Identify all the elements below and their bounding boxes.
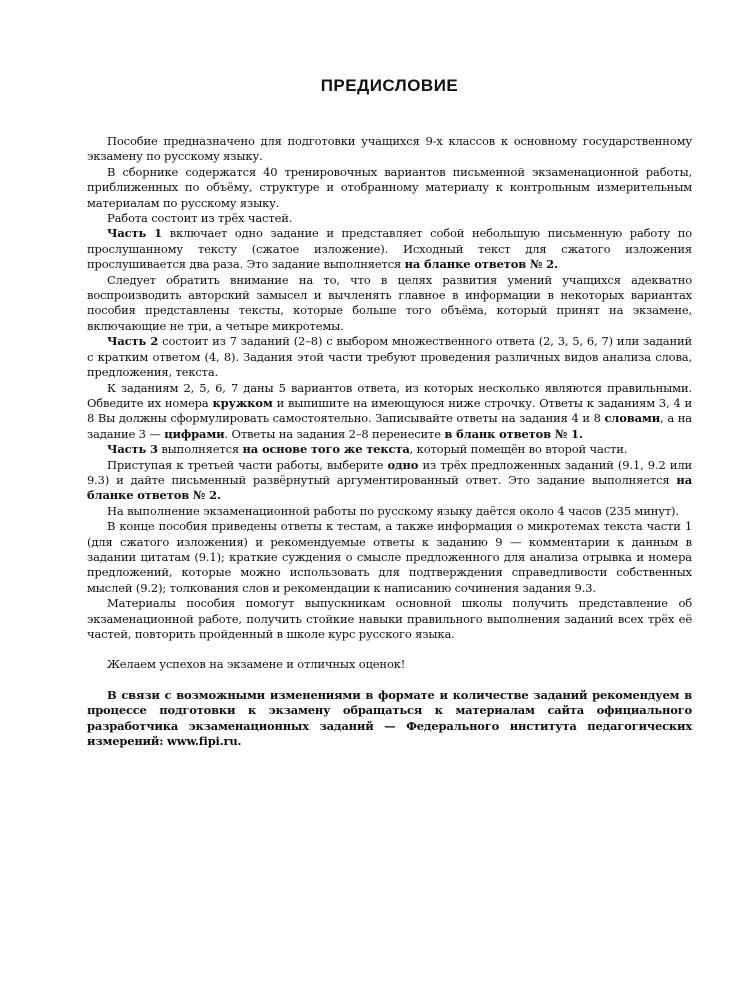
bold-run: кружком [212, 395, 273, 410]
spacer [87, 673, 692, 688]
bold-run: словами [604, 411, 661, 426]
text-run: включает одно задание и представляет собой небольшую письменную работу по прослушанному тексту (сжатое изложение). Исходный текст для сжатого изложения прослушивается два раза. Это задание выполняется [87, 226, 693, 272]
body-paragraph [87, 334, 692, 380]
bold-run: на бланке ответов № 2. [404, 257, 558, 272]
document-page [87, 76, 692, 749]
document-body [87, 134, 692, 642]
bold-run: на основе того же текста [242, 442, 410, 457]
bold-run: цифрами [164, 426, 225, 441]
text-run: состоит из 7 заданий (2–8) с выбором множественного ответа (2, 3, 5, 6, 7) или заданий с кратким ответом (4, 8). Задания этой части требуют проведения различных видов анализа слова, предложения, текста. [87, 334, 692, 380]
page-title: ПРЕДИСЛОВИЕ [320, 76, 459, 95]
body-paragraph [87, 273, 692, 335]
body-paragraph [87, 596, 692, 642]
body-paragraph [87, 504, 692, 519]
closing-wish: Желаем успехов на экзамене и отличных оценок! [107, 657, 406, 672]
body-paragraph [87, 458, 692, 504]
text-run: из трёх предложенных заданий (9.1, 9.2 или 9.3) и дайте письменный развёрнутый аргументированный ответ. Это задание выполняется [87, 457, 692, 487]
text-run: Работа состоит из трёх частей. [107, 211, 293, 226]
notice-paragraph: В связи с возможными изменениями в формате и количестве заданий рекомендуем в процессе подготовки к экзамену обращаться к материалам сайта официального разработчика экзаменационных заданий — Федерального института педагогических измерений: www.fipi.ru. [87, 687, 692, 749]
body-paragraph [87, 134, 692, 165]
text-run: Материалы пособия помогут выпускникам основной школы получить представление об экзаменационной работе, получить стойкие навыки правильного выполнения заданий всех трёх её частей, повторить пройденный в школе курс русского языка. [87, 596, 692, 641]
bold-run: в бланк ответов № 1. [444, 426, 583, 441]
text-run: выполняется [157, 442, 243, 457]
text-run: В конце пособия приведены ответы к тестам, а также информация о микротемах текста части 1 (для сжатого изложения) и рекомендуемые ответы к заданию 9 — комментарии к данным в задании цитатам (9.1); краткие суждения о смысле предложенного для анализа отрывка и номера предложений, которые можно использовать для подтверждения справедливости собственных мыслей (9.2); толкования слов и рекомендации к написанию сочинения задания 9.3. [87, 519, 692, 595]
body-paragraph [87, 519, 692, 596]
text-run: Следует обратить внимание на то, что в целях развития умений учащихся адекватно воспроизводить авторский замысел и вычленять главное в информации в некоторых вариантах пособия представлены тексты, которые больше того объёма, который принят на экзамене, включающие не три, а четыре микротемы. [87, 272, 692, 333]
body-paragraph [87, 381, 692, 443]
spacer [87, 642, 692, 657]
text-run: К заданиям 2, 5, 6, 7 даны 5 вариантов ответа, из которых несколько являются правильными. Обведите их номера [87, 380, 692, 410]
body-paragraph [87, 211, 692, 226]
bold-run: Часть 2 [107, 334, 159, 349]
bold-run: на бланке ответов № 2. [87, 472, 692, 503]
text-run: , который помещён во второй части. [409, 442, 628, 457]
bold-run: Часть 3 [107, 442, 158, 457]
text-run: , а на задание 3 — [87, 411, 692, 441]
text-run: На выполнение экзаменационной работы по русскому языку даётся около 4 часов (235 минут). [107, 503, 679, 518]
text-run: Приступая к третьей части работы, выберите [107, 457, 388, 472]
body-paragraph [87, 165, 692, 211]
text-run: и выпишите на имеющуюся ниже строчку. Ответы к заданиям 3, 4 и 8 Вы должны сформулировать самостоятельно. Записывайте ответы на задания 4 и 8 [87, 395, 693, 426]
text-run: Пособие предназначено для подготовки учащихся 9-х классов к основному государственному экзамену по русскому языку. [87, 134, 692, 164]
body-paragraph [87, 226, 692, 272]
text-run: В сборнике содержатся 40 тренировочных вариантов письменной экзаменационной работы, приближенных по объёму, структуре и отобранному материалу к контрольным измерительным материалам по русскому языку. [87, 164, 692, 210]
body-paragraph [87, 442, 692, 457]
text-run: . Ответы на задания 2–8 перенесите [224, 426, 445, 441]
bold-run: Часть 1 [107, 226, 163, 241]
bold-run: одно [387, 457, 419, 472]
